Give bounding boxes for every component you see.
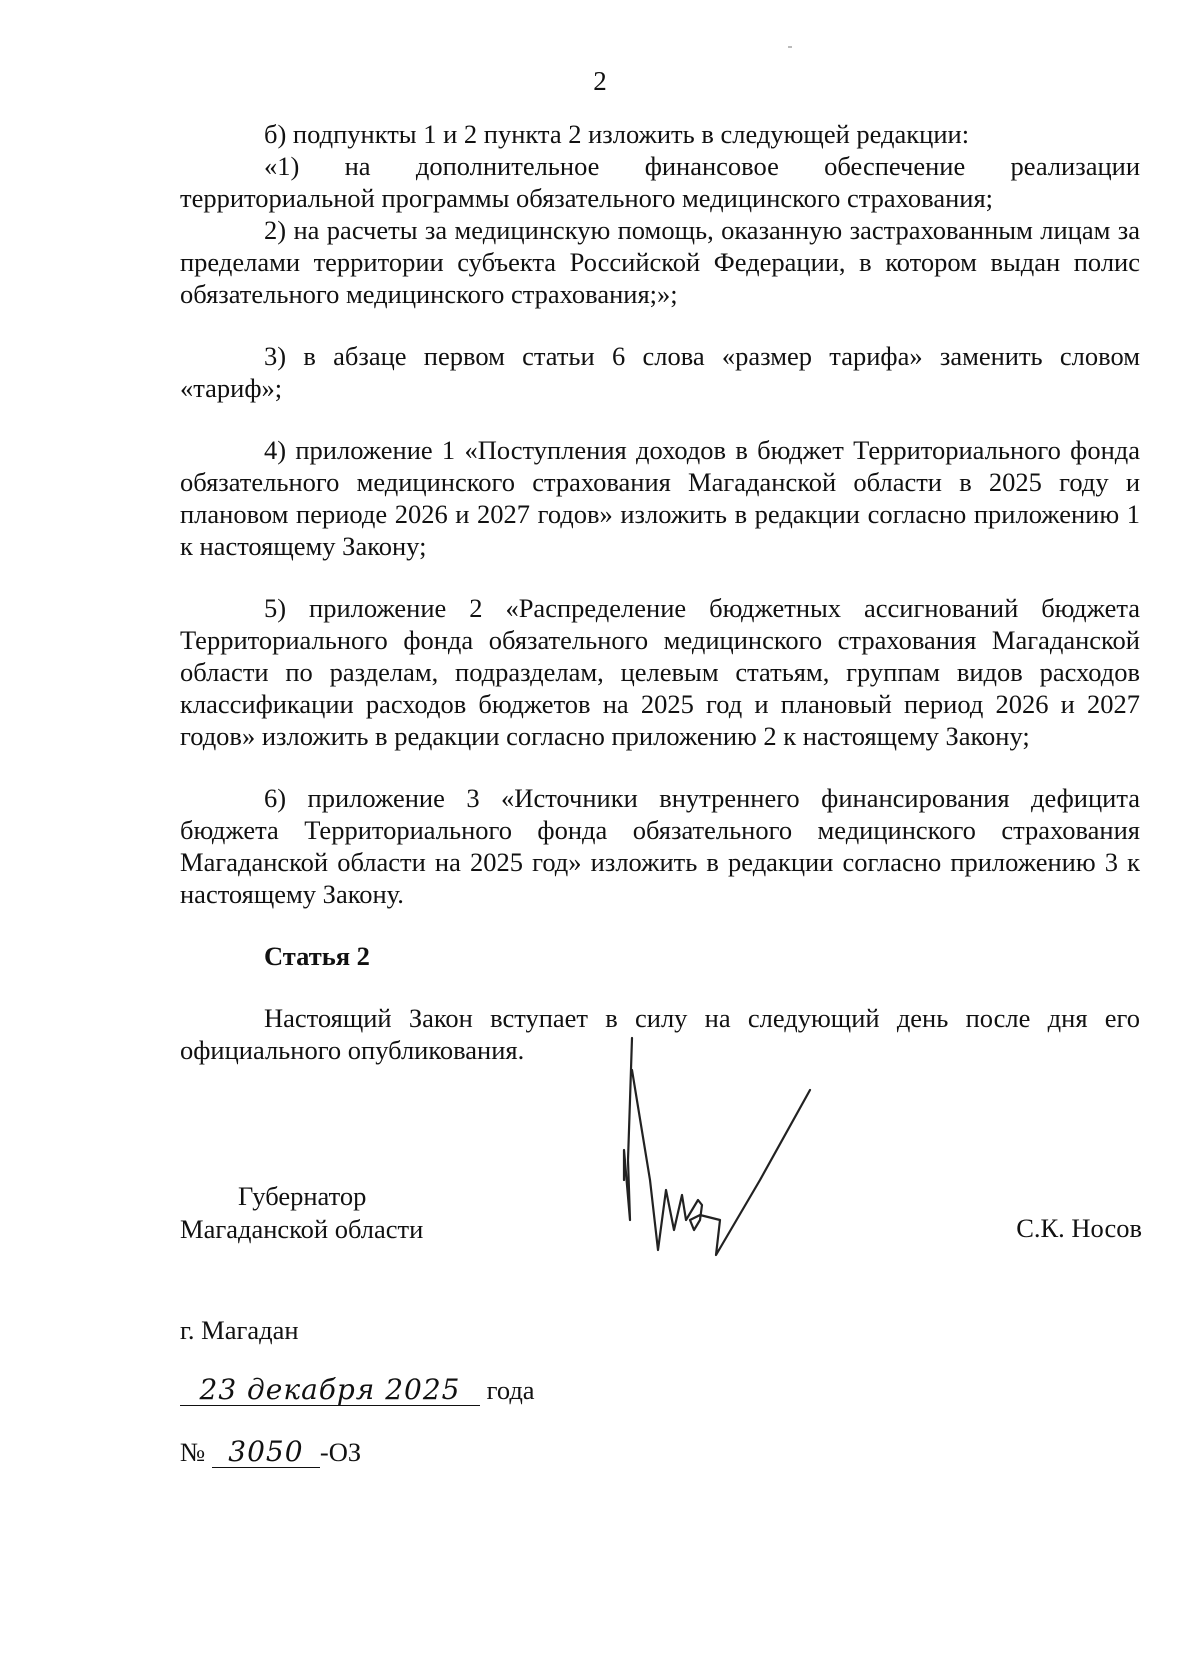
paragraph-item-5: 5) приложение 2 «Распределение бюджетных ассигнований бюджета Территориального фонда обязательного медицинского страхования Магаданской области по разделам, подразделам, целевым статьям, группам видов расходов классификации расходов бюджетов на 2025 год и плановый период 2026 и 2027 годов» изложить в редакции согласно приложению 2 к настоящему Закону; — [180, 593, 1140, 751]
scan-speck — [788, 46, 792, 48]
signatory-title-line-1: Губернатор — [238, 1181, 367, 1211]
number-prefix: № — [180, 1437, 206, 1467]
signatory-name: С.К. Носов — [1016, 1213, 1142, 1243]
paragraph-subitems-intro: б) подпункты 1 и 2 пункта 2 изложить в следующей редакции: — [264, 119, 970, 149]
paragraph-subitem-1: «1) на дополнительное финансовое обеспечение реализации территориальной программы обязательного медицинского страхования; — [180, 151, 1140, 213]
paragraph-item-4: 4) приложение 1 «Поступления доходов в бюджет Территориального фонда обязательного медицинского страхования Магаданской области в 2025 году и плановом периоде 2026 и 2027 годов» изложить в редакции согласно приложению 1 к настоящему Закону; — [180, 435, 1140, 561]
paragraph-item-3: 3) в абзаце первом статьи 6 слова «размер тарифа» заменить словом «тариф»; — [180, 341, 1140, 403]
number-suffix: -ОЗ — [319, 1437, 362, 1467]
paragraph-item-6: 6) приложение 3 «Источники внутреннего финансирования дефицита бюджета Территориального фонда обязательного медицинского страхования Магаданской области на 2025 год» изложить в редакции согласно приложению 3 к настоящему Закону. — [180, 783, 1140, 909]
page-number: 2 — [593, 66, 607, 96]
city: г. Магадан — [180, 1315, 299, 1345]
amendment-text — [180, 118, 1140, 1066]
date-line — [180, 1374, 535, 1407]
handwritten-signature — [620, 1030, 840, 1280]
article-text: Настоящий Закон вступает в силу на следующий день после дня его официального опубликования. — [180, 1003, 1140, 1065]
signatory-title-line-2: Магаданской области — [180, 1214, 424, 1244]
date-suffix: года — [486, 1375, 535, 1405]
law-number-line — [180, 1436, 361, 1469]
signatory-title — [180, 1180, 423, 1246]
paragraph-subitem-2: 2) на расчеты за медицинскую помощь, оказанную застрахованным лицам за пределами территории субъекта Российской Федерации, в котором выдан полис обязательного медицинского страхования;»; — [180, 215, 1140, 309]
article-heading: Статья 2 — [264, 941, 370, 971]
number-handwritten: 3050 — [212, 1437, 320, 1468]
date-handwritten: 23 декабря 2025 — [180, 1375, 480, 1406]
